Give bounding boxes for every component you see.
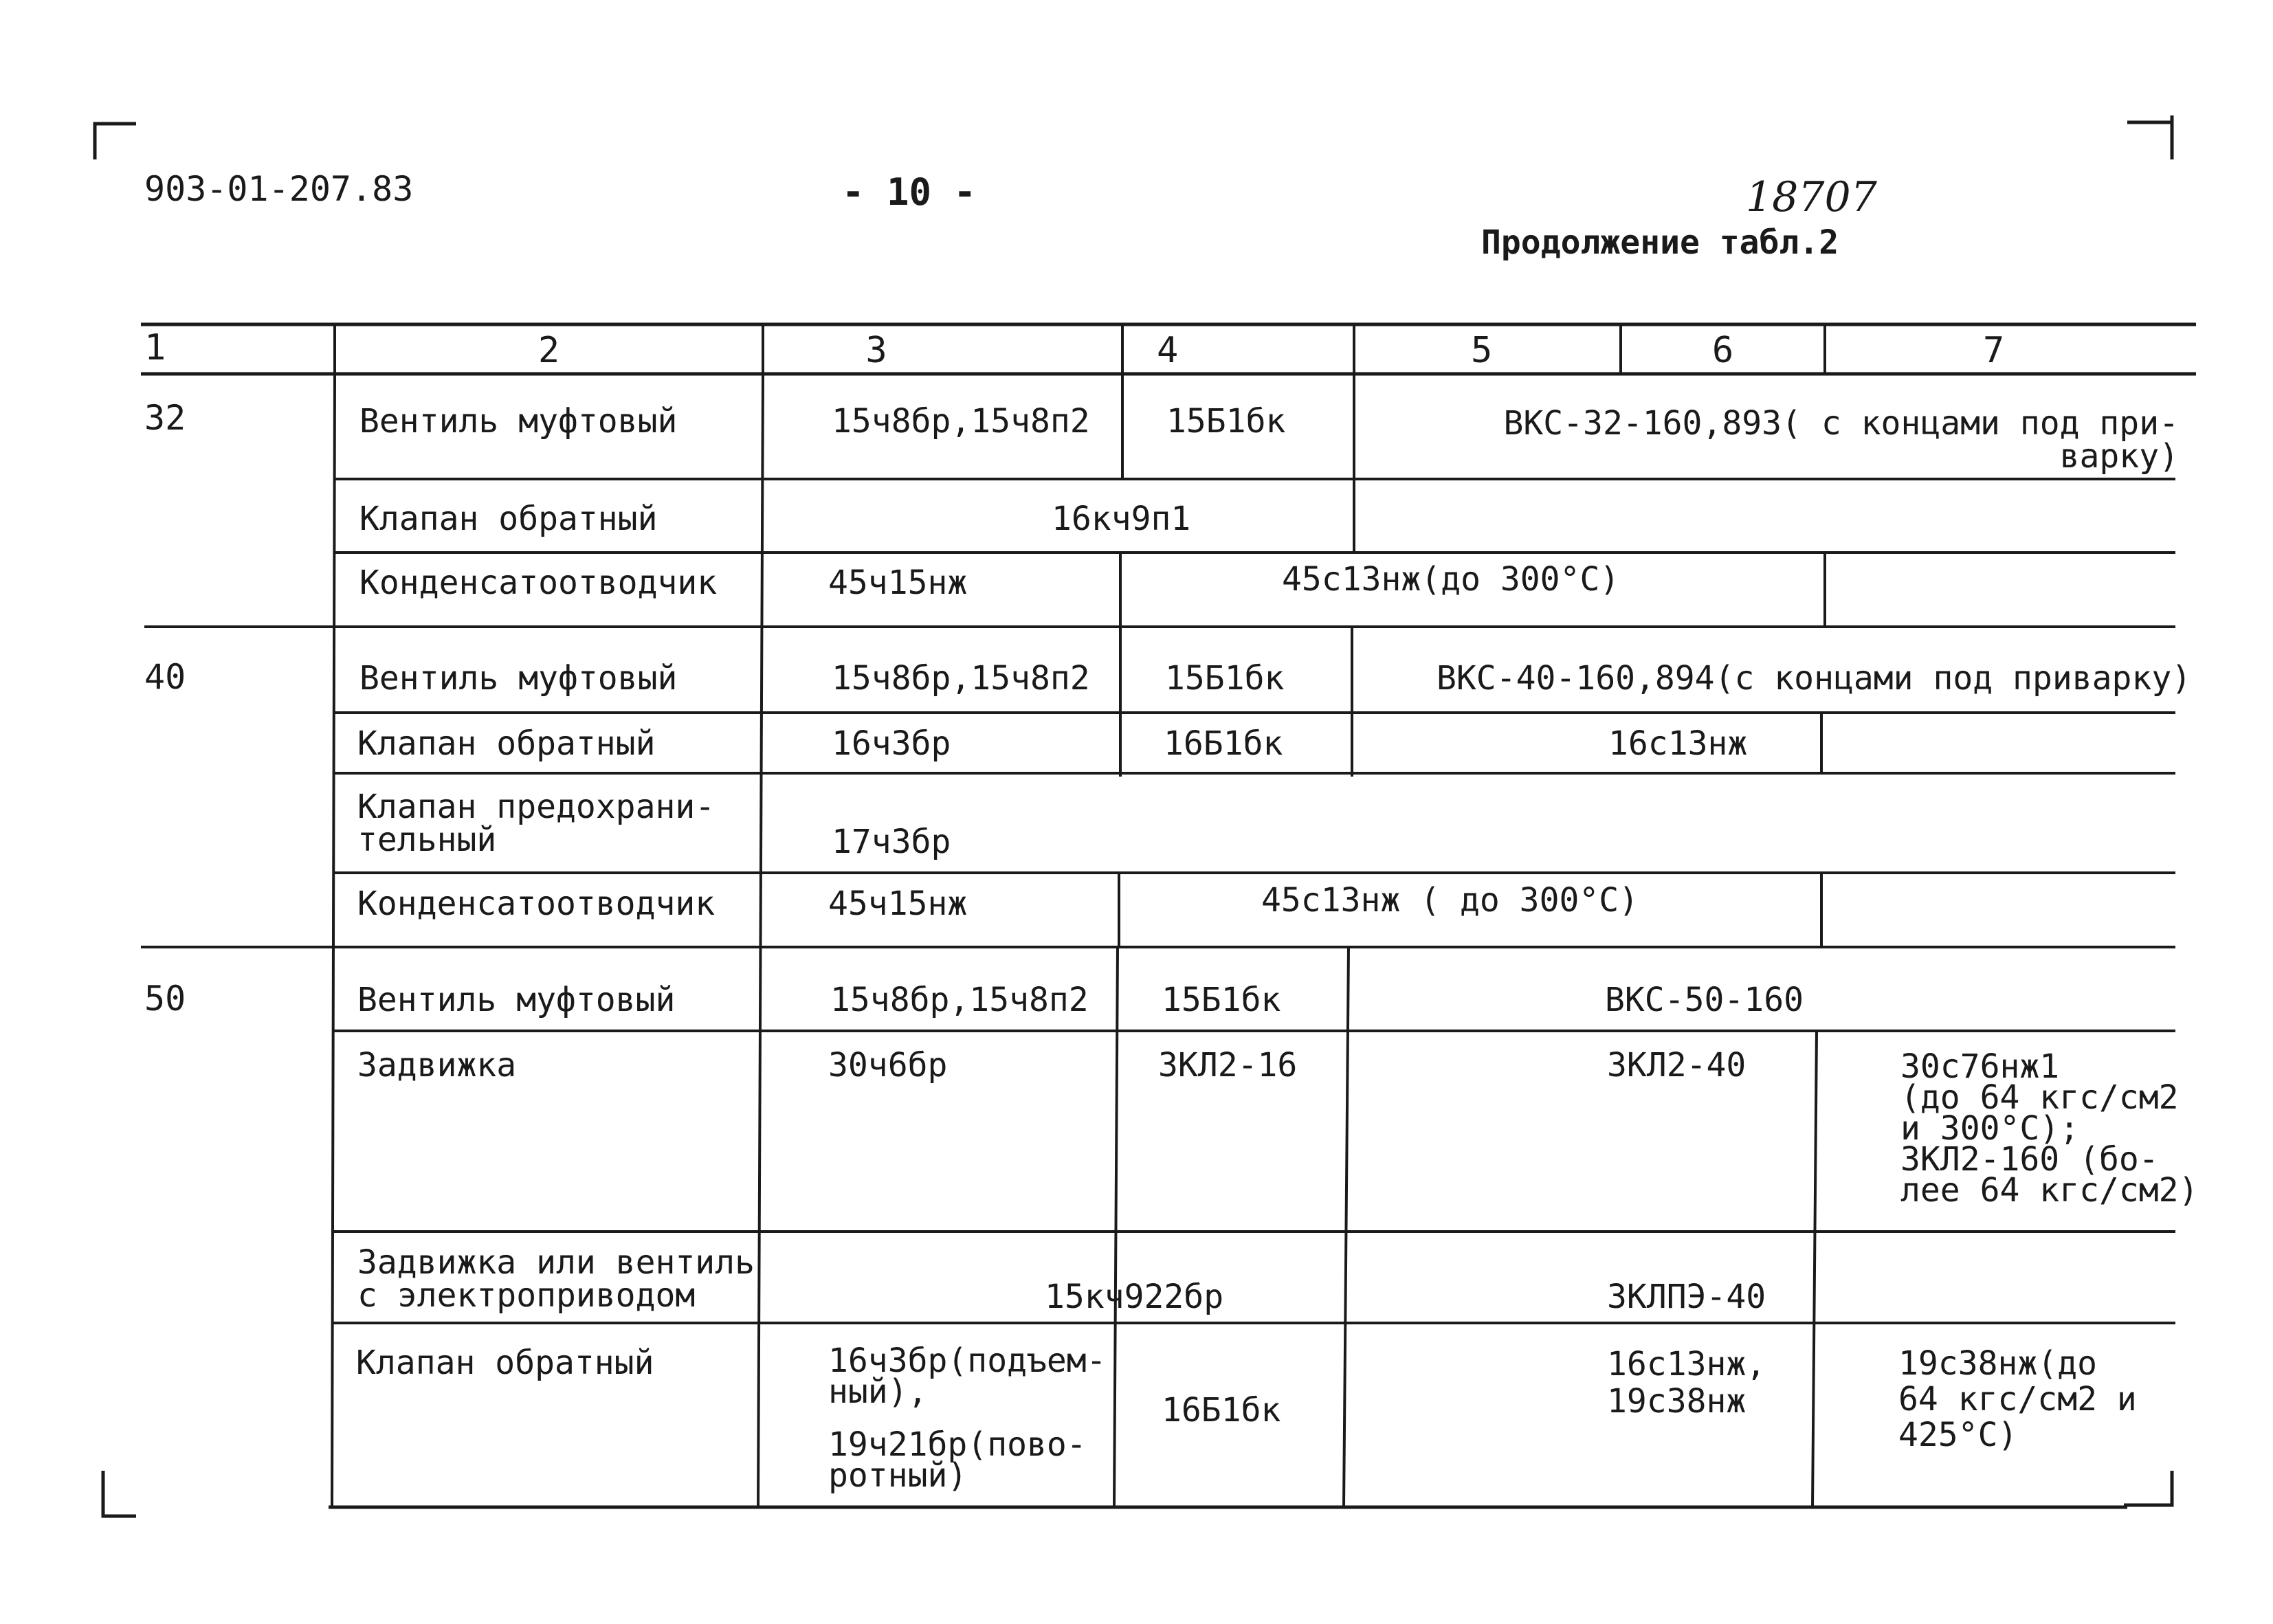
cell-col5-7: ВКС-40-160,894(с концами под приварку): [1437, 659, 2192, 698]
cell-col3: 16ч3бр(подъем- ный),: [828, 1342, 1107, 1411]
cell-col4-6: 45с13нж(до 300°С): [1282, 560, 1620, 599]
fitting-name: Задвижка: [357, 1046, 517, 1084]
column-header-4: 4: [1157, 330, 1179, 371]
dn-40: 40: [144, 657, 186, 697]
cell-col3-4: 16кч9п1: [1052, 500, 1191, 538]
cell-col3: 15ч8бр,15ч8п2: [832, 659, 1090, 698]
cell-col4-6: 45с13нж ( до 300°С): [1261, 881, 1639, 920]
column-header-3: 3: [865, 330, 887, 371]
fitting-name: Клапан обратный: [357, 724, 656, 763]
dn-32: 32: [144, 398, 186, 438]
fitting-name: Конденсатоотводчик: [359, 564, 718, 602]
cell-col4: 3КЛ2-16: [1158, 1046, 1298, 1084]
cell-col3: 45ч15нж: [828, 885, 968, 923]
column-header-6: 6: [1711, 330, 1734, 371]
cell-col3: 15ч8бр,15ч8п2: [830, 981, 1089, 1019]
cell-col5-6: 3КЛПЭ-40: [1607, 1278, 1766, 1316]
cell-col5-6: 16с13нж, 19с38нж: [1607, 1345, 1766, 1421]
document-code: 903-01-207.83: [144, 169, 414, 209]
cell-col5-6: 3КЛ2-40: [1607, 1046, 1747, 1084]
cell-col4: 16Б1бк: [1164, 724, 1283, 763]
table-caption: Продолжение табл.2: [1481, 223, 1839, 262]
column-header-2: 2: [537, 330, 560, 371]
column-header-7: 7: [1983, 330, 2005, 371]
fitting-name: Клапан обратный: [359, 500, 658, 538]
fitting-name: Вентиль муфтовый: [357, 981, 676, 1019]
fitting-name: Клапан обратный: [356, 1344, 654, 1382]
column-header-5: 5: [1471, 330, 1493, 371]
cell-col3-continued: 19ч21бр(пово- ротный): [828, 1425, 1087, 1495]
cell-col4: 15Б1бк: [1162, 981, 1281, 1019]
column-header-1: 1: [144, 327, 166, 368]
cell-col3: 16ч3бр: [832, 724, 951, 763]
page-number: - 10 -: [842, 170, 977, 214]
cell-col4: 15Б1бк: [1165, 659, 1285, 698]
cell-col3: 15ч8бр,15ч8п2: [832, 402, 1090, 441]
cell-col3: 30ч6бр: [828, 1046, 948, 1084]
cell-col5-7: ВКС-50-160: [1605, 981, 1804, 1019]
cell-col3: 45ч15нж: [828, 564, 968, 602]
cell-col7: 19с38нж(до 64 кгс/см2 и 425°С): [1898, 1344, 2137, 1454]
cell-col3-4: 15кч922бр: [1045, 1278, 1224, 1316]
fitting-name: Вентиль муфтовый: [359, 659, 678, 698]
cell-col3: 17ч3бр: [832, 823, 951, 861]
cell-col5-7: ВКС-32-160,893( с концами под при- варку): [1503, 404, 2179, 476]
fitting-name: Вентиль муфтовый: [359, 402, 678, 441]
cell-col7: 30с76нж1 (до 64 кгс/см2 и 300°С); 3КЛ2-160 (бо- лее 64 кгс/см2): [1900, 1047, 2199, 1210]
fitting-name: Задвижка или вентиль с электроприводом: [357, 1243, 755, 1315]
cell-col4: 15Б1бк: [1166, 402, 1286, 441]
fitting-name: Клапан предохрани- тельный: [357, 788, 716, 859]
sheet-number: 18707: [1746, 173, 1877, 221]
fitting-name: Конденсатоотводчик: [357, 885, 716, 923]
cell-col4: 16Б1бк: [1162, 1391, 1281, 1430]
cell-col5-6: 16с13нж: [1608, 724, 1748, 763]
dn-50: 50: [144, 979, 186, 1019]
